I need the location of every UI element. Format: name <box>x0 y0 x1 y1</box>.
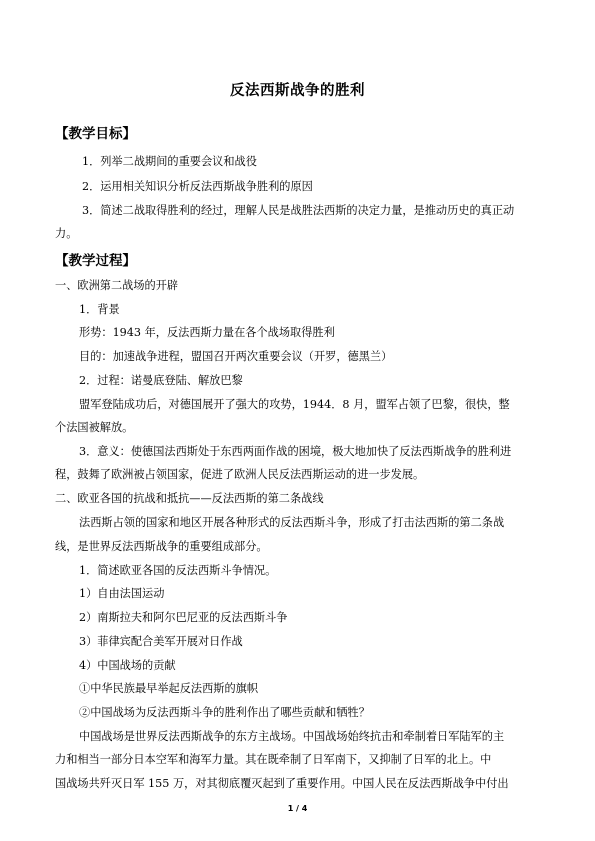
body-line: 国战场共歼灭日军 155 万，对其彻底覆灭起到了重要作用。中国人民在反法西斯战争中付出 <box>55 777 509 790</box>
heading-teaching-process: 【教学过程】 <box>55 253 136 269</box>
page-number: 1 / 4 <box>287 804 308 813</box>
body-line: ②中国战场为反法西斯斗争的胜利作出了哪些贡献和牺牲？ <box>79 706 370 719</box>
body-line: 目的：加速战争进程，盟国召开两次重要会议（开罗，德黑兰） <box>79 350 393 363</box>
body-line: 3．意义：使德国法西斯处于东西两面作战的困境，极大地加快了反法西斯战争的胜利进 <box>79 445 512 458</box>
page-title: 反法西斯战争的胜利 <box>230 83 365 99</box>
body-line: 程，鼓舞了欧洲被占领国家，促进了欧洲人民反法西斯运动的进一步发展。 <box>55 468 425 481</box>
goal-line: 力。 <box>55 227 78 240</box>
body-line: ①中华民族最早举起反法西斯的旗帜 <box>79 682 259 695</box>
goal-line: 2．运用相关知识分析反法西斯战争胜利的原因 <box>82 180 313 193</box>
section-heading: 二、欧亚各国的抗战和抵抗——反法西斯的第二条战线 <box>55 492 324 505</box>
body-line: 4）中国战场的贡献 <box>79 659 176 672</box>
heading-teaching-goals: 【教学目标】 <box>55 126 136 142</box>
goal-line: 1．列举二战期间的重要会议和战役 <box>82 155 257 168</box>
body-line: 法西斯占领的国家和地区开展各种形式的反法西斯斗争，形成了打击法西斯的第二条战 <box>79 516 505 529</box>
body-line: 1．简述欧亚各国的反法西斯斗争情况。 <box>79 564 277 577</box>
body-line: 个法国被解放。 <box>55 421 134 434</box>
body-line: 1）自由法国运动 <box>79 587 165 600</box>
body-line: 中国战场是世界反法西斯战争的东方主战场。中国战场始终抗击和牵制着日军陆军的主 <box>79 730 505 743</box>
body-line: 力和相当一部分日本空军和海军力量。其在既牵制了日军南下，又抑制了日军的北上。中 <box>55 753 492 766</box>
body-line: 2）南斯拉夫和阿尔巴尼亚的反法西斯斗争 <box>79 611 288 624</box>
body-line: 3）菲律宾配合美军开展对日作战 <box>79 635 243 648</box>
body-line: 形势：1943 年，反法西斯力量在各个战场取得胜利 <box>79 326 335 339</box>
body-line: 盟军登陆成功后，对德国展开了强大的攻势，1944．8 月，盟军占领了巴黎，很快，整 <box>79 398 510 411</box>
goal-line: 3．简述二战取得胜利的经过，理解人民是战胜法西斯的决定力量，是推动历史的真正动 <box>82 204 515 217</box>
section-heading: 一、欧洲第二战场的开辟 <box>55 279 179 292</box>
body-line: 1．背景 <box>79 303 120 316</box>
body-line: 线，是世界反法西斯战争的重要组成部分。 <box>55 540 268 553</box>
body-line: 2．过程：诺曼底登陆、解放巴黎 <box>79 374 243 387</box>
